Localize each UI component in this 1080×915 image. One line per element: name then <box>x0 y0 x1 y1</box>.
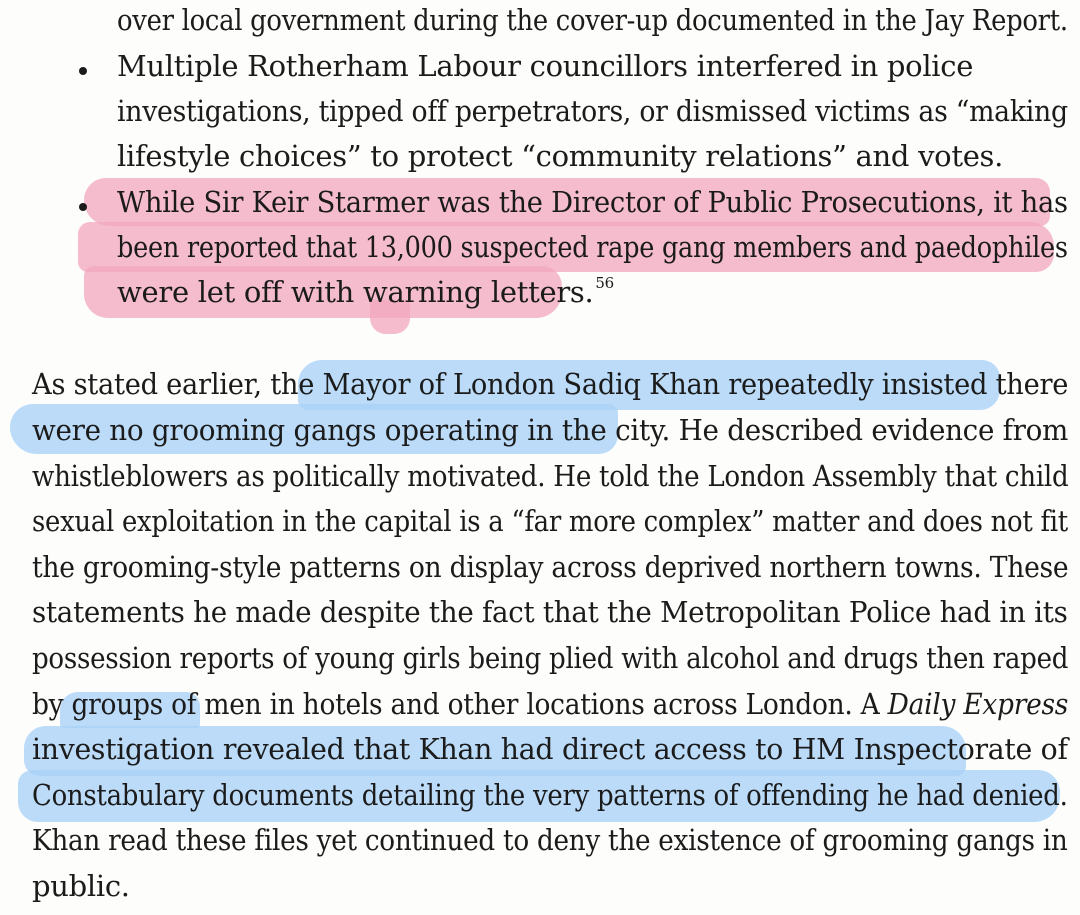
bullet-1-line-3: lifestyle choices” to protect “community relations” and votes. <box>117 139 1004 173</box>
footnote-marker: 56 <box>595 274 614 292</box>
bullet-2-line-3 <box>117 272 614 312</box>
paragraph-line-2: were no grooming gangs operating in the city. He described evidence from <box>32 413 1069 447</box>
paragraph-line-3: whistleblowers as politically motivated. He told the London Assembly that child <box>32 459 1069 493</box>
paragraph-line-11: Khan read these files yet continued to deny the existence of grooming gangs in <box>32 823 1068 857</box>
bullet-1-line-2: investigations, tipped off perpetrators, or dismissed victims as “making <box>117 94 1068 128</box>
bullet-2-line-2: been reported that 13,000 suspected rape gang members and paedophiles <box>117 230 1068 264</box>
paragraph-line-9: investigation revealed that Khan had direct access to HM Inspectorate of <box>32 732 1068 766</box>
paragraph-line-12: public. <box>32 869 130 903</box>
paragraph-line-6: statements he made despite the fact that the Metropolitan Police had in its <box>32 595 1068 629</box>
paragraph-line-7: possession reports of young girls being plied with alcohol and drugs then raped <box>32 641 1069 675</box>
paragraph-line-8-text: by groups of men in hotels and other locations across London. A <box>32 687 888 721</box>
paragraph-line-1: As stated earlier, the Mayor of London Sadiq Khan repeatedly insisted there <box>32 367 1069 401</box>
paragraph-line-8 <box>32 684 1068 724</box>
bullet-1-line-1: Multiple Rotherham Labour councillors interfered in police <box>117 49 974 83</box>
bullet-icon <box>79 203 87 211</box>
paragraph-line-10: Constabulary documents detailing the very patterns of offending he had denied. <box>32 778 1068 812</box>
bullet-icon <box>79 67 87 75</box>
text-line: over local government during the cover-up documented in the Jay Report. <box>117 3 1068 37</box>
publication-name: Daily Express <box>887 687 1069 721</box>
bullet-2-line-1: While Sir Keir Starmer was the Director of Public Prosecutions, it has <box>117 185 1068 219</box>
paragraph-line-4: sexual exploitation in the capital is a “far more complex” matter and does not fit <box>32 504 1068 538</box>
paragraph-line-5: the grooming-style patterns on display across deprived northern towns. These <box>32 550 1069 584</box>
bullet-2-line-3-text: were let off with warning letters. <box>117 275 594 309</box>
